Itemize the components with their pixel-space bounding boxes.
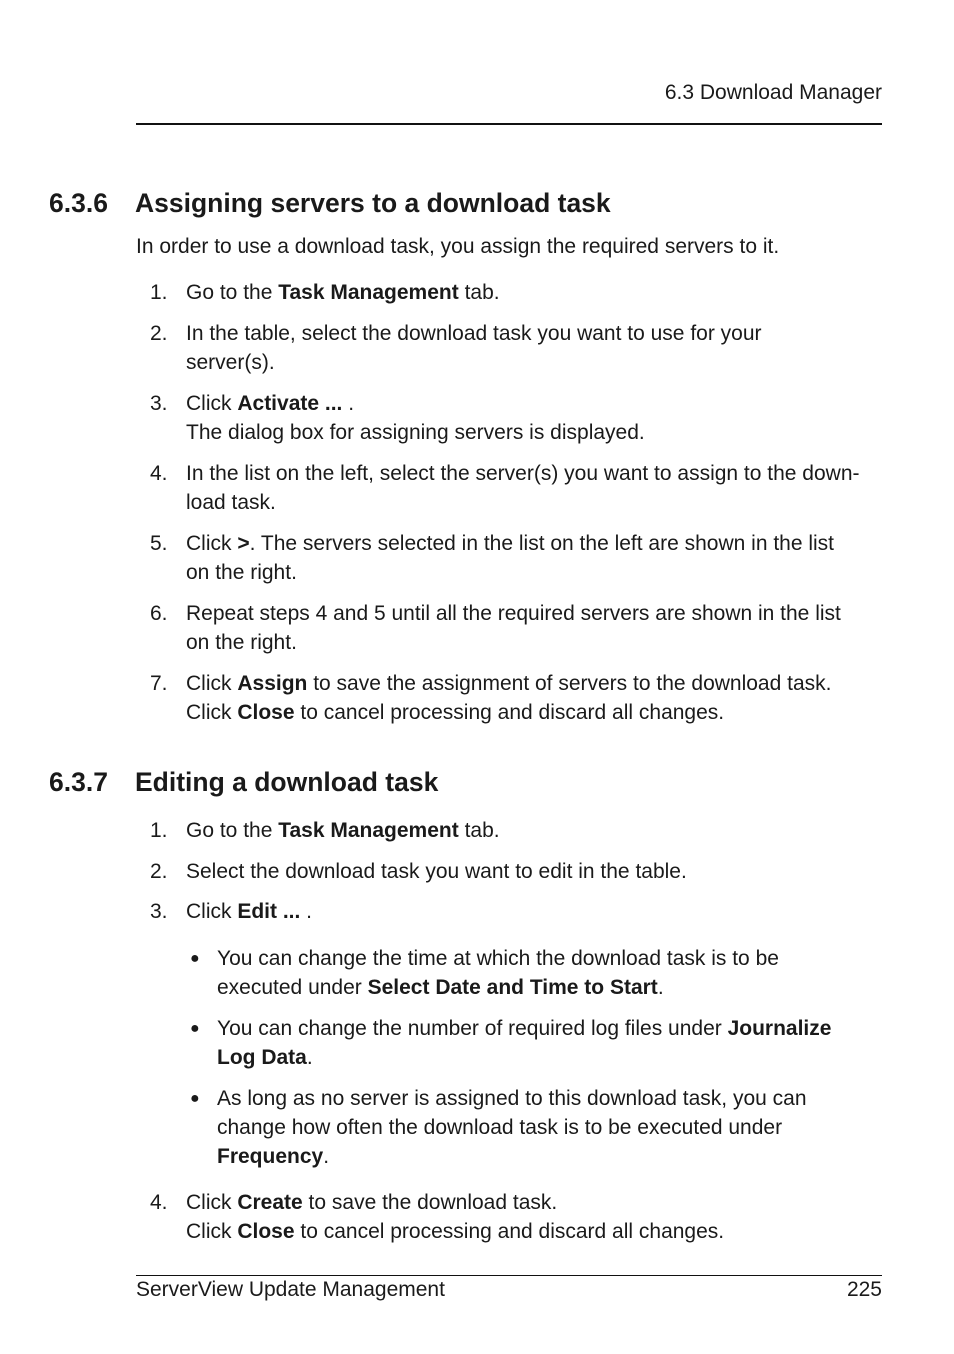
- bullet-text: .: [323, 1145, 330, 1168]
- step-text: Click: [186, 672, 238, 695]
- ui-term: Task Management: [278, 281, 459, 304]
- ui-term: Close: [237, 701, 295, 724]
- ui-term: Close: [237, 1220, 295, 1243]
- ui-term: Assign: [237, 672, 308, 695]
- bullet-text: change how often the download task is to be executed under: [217, 1116, 783, 1139]
- ui-term: Select Date and Time to Start: [367, 976, 658, 999]
- section-number: 6.3.6: [49, 188, 108, 218]
- bullet-text: You can change the time at which the download task is to be: [217, 947, 779, 970]
- step-text: tab.: [458, 819, 500, 842]
- step-text: Click: [186, 532, 238, 555]
- bullet-text: executed under: [217, 976, 368, 999]
- bullet-icon: ●: [190, 1020, 200, 1037]
- bullet-item: [190, 944, 880, 1002]
- list-item: [150, 389, 890, 447]
- step-text: Click: [186, 1191, 238, 1214]
- ui-term: Task Management: [278, 819, 459, 842]
- bullet-item: [190, 1014, 880, 1072]
- step-text: In the list on the left, select the server(s) you want to assign to the down-: [186, 462, 860, 485]
- list-item: [150, 816, 890, 845]
- step-text: on the right.: [186, 631, 297, 654]
- step-text: Click: [186, 1220, 238, 1243]
- bullet-text: You can change the number of required log files under: [217, 1017, 728, 1040]
- section-number: 6.3.7: [49, 767, 108, 797]
- step-text: In the table, select the download task you want to use for your: [186, 322, 762, 345]
- bullet-text: .: [657, 976, 664, 999]
- section-intro: In order to use a download task, you assign the required servers to it.: [136, 235, 780, 258]
- step-number: 2.: [150, 322, 168, 345]
- step-number: 7.: [150, 672, 168, 695]
- bullet-icon: ●: [190, 1090, 200, 1107]
- step-text: Click: [186, 701, 238, 724]
- list-item: [150, 319, 890, 377]
- ui-term: Frequency: [217, 1145, 324, 1168]
- list-item: [150, 857, 890, 886]
- step-text: to cancel processing and discard all changes.: [294, 701, 725, 724]
- ui-term: Create: [237, 1191, 303, 1214]
- bullet-icon: ●: [190, 950, 200, 967]
- step-number: 3.: [150, 900, 168, 923]
- list-item: [150, 529, 890, 587]
- step-text: to cancel processing and discard all changes.: [294, 1220, 725, 1243]
- step-number: 6.: [150, 602, 168, 625]
- list-item: [150, 599, 890, 657]
- step-number: 5.: [150, 532, 168, 555]
- section-heading-636: [49, 187, 611, 219]
- step-text: Select the download task you want to edit in the table.: [186, 860, 687, 883]
- ui-term: Log Data: [217, 1046, 307, 1069]
- step-result: The dialog box for assigning servers is displayed.: [186, 421, 645, 444]
- bullet-text: .: [306, 1046, 313, 1069]
- ui-term: >: [237, 532, 250, 555]
- ui-term: Activate ...: [237, 392, 343, 415]
- list-item: [150, 278, 890, 307]
- step-text: .: [300, 900, 313, 923]
- ui-term: Journalize: [727, 1017, 832, 1040]
- step-number: 2.: [150, 860, 168, 883]
- footer-rule: [136, 1275, 882, 1276]
- footer-product: ServerView Update Management: [136, 1278, 445, 1301]
- list-item: [150, 1188, 890, 1246]
- step-number: 1.: [150, 281, 168, 304]
- step-text: server(s).: [186, 351, 275, 374]
- bullet-item: [190, 1084, 880, 1171]
- list-item: [150, 897, 890, 926]
- step-text: tab.: [458, 281, 500, 304]
- step-text: to save the assignment of servers to the download task.: [307, 672, 832, 695]
- step-text: Click: [186, 900, 238, 923]
- step-text: on the right.: [186, 561, 297, 584]
- step-text: to save the download task.: [302, 1191, 558, 1214]
- page-number: 225: [846, 1278, 882, 1301]
- bullet-text: As long as no server is assigned to this download task, you can: [217, 1087, 807, 1110]
- list-item: [150, 669, 890, 727]
- step-number: 4.: [150, 462, 168, 485]
- step-text: Repeat steps 4 and 5 until all the required servers are shown in the list: [186, 602, 841, 625]
- section-title: Assigning servers to a download task: [135, 188, 611, 218]
- section-title: Editing a download task: [135, 767, 439, 797]
- step-text: Go to the: [186, 819, 279, 842]
- step-text: .: [342, 392, 355, 415]
- step-number: 1.: [150, 819, 168, 842]
- step-text: load task.: [186, 491, 276, 514]
- step-text: . The servers selected in the list on the left are shown in the list: [249, 532, 835, 555]
- running-header: 6.3 Download Manager: [664, 81, 882, 104]
- ui-term: Edit ...: [237, 900, 301, 923]
- section-heading-637: [49, 766, 438, 798]
- step-text: Click: [186, 392, 238, 415]
- header-rule: [136, 123, 882, 125]
- step-number: 3.: [150, 392, 168, 415]
- step-text: Go to the: [186, 281, 279, 304]
- step-number: 4.: [150, 1191, 168, 1214]
- list-item: [150, 459, 890, 517]
